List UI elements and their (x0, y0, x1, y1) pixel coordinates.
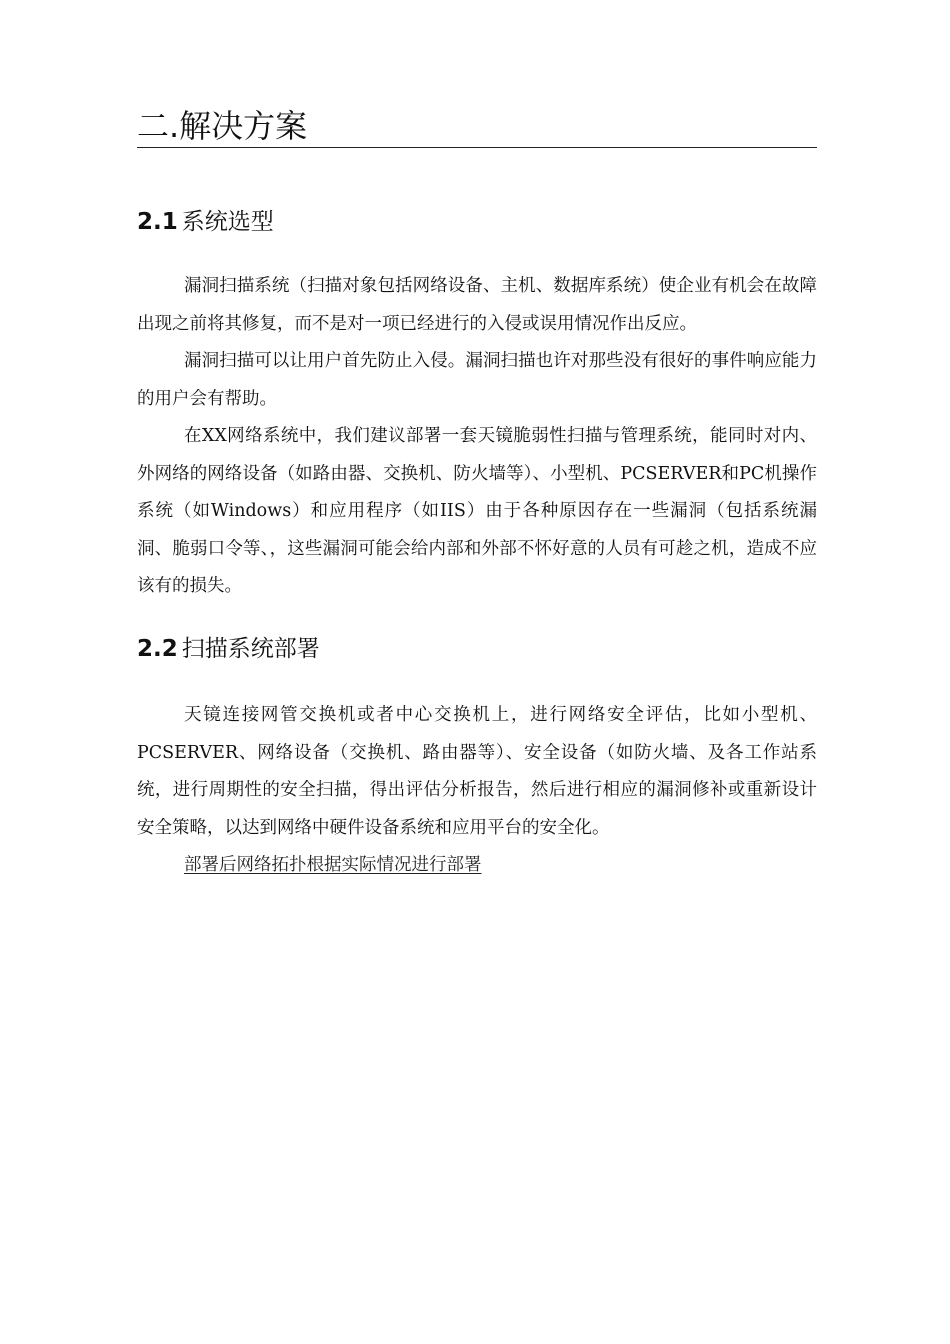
section-title-text: 系统选型 (181, 209, 274, 235)
section-title-text: 扫描系统部署 (181, 636, 320, 662)
underlined-note (137, 847, 817, 885)
section-heading-2-2 (137, 633, 817, 665)
section-2-2-body (137, 697, 817, 885)
section-2-1-body (137, 268, 817, 606)
paragraph: 漏洞扫描系统（扫描对象包括网络设备、主机、数据库系统）使企业有机会在故障出现之前将其修复，而不是对一项已经进行的入侵或误用情况作出反应。 (137, 276, 817, 334)
paragraph: 天镜连接网管交换机或者中心交换机上，进行网络安全评估，比如小型机、PCSERVER、网络设备（交换机、路由器等）、安全设备（如防火墙、及各工作站系统，进行周期性的安全扫描，得出评估分析报告，然后进行相应的漏洞修补或重新设计安全策略，以达到网络中硬件设备系统和应用平台的安全化。 (137, 705, 817, 838)
section-heading-2-1 (137, 206, 817, 238)
underlined-note-text: 部署后网络拓扑根据实际情况进行部署 (184, 855, 482, 875)
section-number: 2.1 (137, 209, 178, 235)
paragraph: 漏洞扫描可以让用户首先防止入侵。漏洞扫描也许对那些没有很好的事件响应能力的用户会有帮助。 (137, 351, 817, 409)
chapter-title-rule (137, 147, 817, 148)
section-number: 2.2 (137, 636, 178, 662)
paragraph: 在XX网络系统中，我们建议部署一套天镜脆弱性扫描与管理系统，能同时对内、外网络的网络设备（如路由器、交换机、防火墙等）、小型机、PCSERVER和PC机操作系统（如Windows）和应用程序（如IIS）由于各种原因存在一些漏洞（包括系统漏洞、脆弱口令等、，这些漏洞可能会给内部和外部不怀好意的人员有可趁之机，造成不应该有的损失。 (137, 426, 817, 596)
chapter-title: 二.解决方案 (137, 107, 308, 145)
